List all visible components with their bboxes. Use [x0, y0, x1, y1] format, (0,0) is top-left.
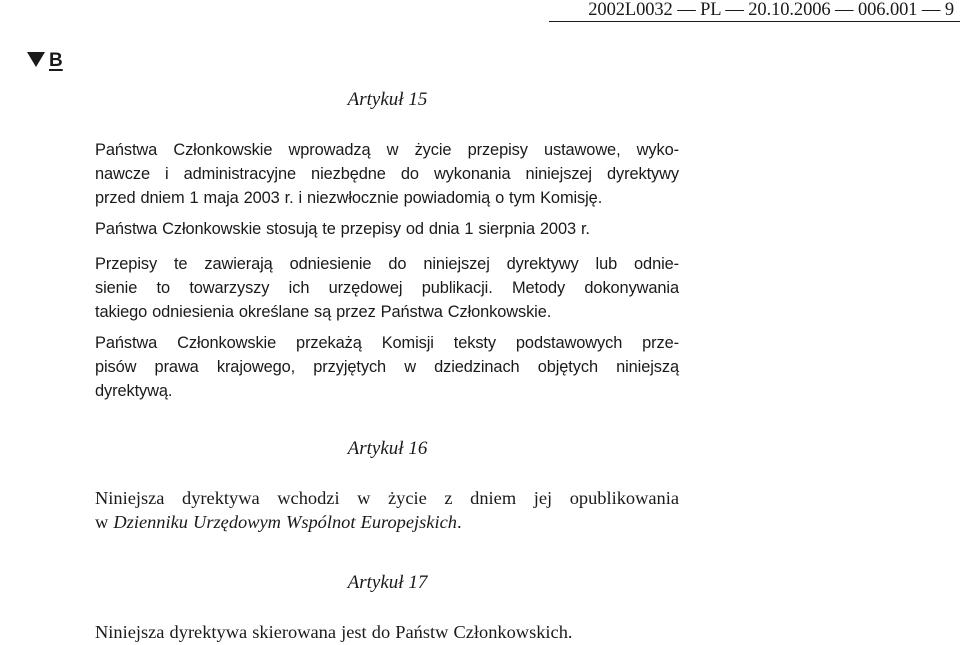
article-16-title: Artykuł 16	[347, 438, 428, 459]
article-16-paragraph	[95, 486, 679, 534]
article-17-title: Artykuł 17	[347, 572, 428, 593]
article-17-paragraph	[95, 620, 679, 644]
text-line: Państwa Członkowskie stosują te przepisy od dnia 1 sierpnia 2003 r.	[95, 220, 590, 238]
article-15-paragraph-4	[95, 331, 679, 403]
text-fragment: .	[456, 512, 462, 532]
text-line: takiego odniesienia określane są przez Państwa Członkowskie.	[95, 303, 552, 321]
amendment-marker	[27, 50, 63, 72]
marker-letter: B	[49, 50, 63, 71]
running-header: 2002L0032 — PL — 20.10.2006 — 006.001 — 9	[588, 0, 954, 20]
article-15-title: Artykuł 15	[347, 89, 428, 110]
text-line: Niniejsza dyrektywa wchodzi w życie z dniem jej opublikowania	[95, 488, 679, 508]
header-rule	[549, 21, 960, 22]
text-line: dyrektywą.	[95, 382, 173, 400]
triangle-down-icon	[27, 52, 45, 67]
article-15-paragraph-3	[95, 252, 679, 324]
article-15-paragraph-2	[95, 217, 679, 241]
text-line: nawcze i administracyjne niezbędne do wykonania niniejszej dyrektywy	[95, 165, 679, 183]
article-15-paragraph-1	[95, 138, 679, 210]
text-line: sienie to towarzyszy ich urzędowej publikacji. Metody dokonywania	[95, 279, 679, 297]
text-line	[95, 510, 679, 534]
text-line: Przepisy te zawierają odniesienie do niniejszej dyrektywy lub odnie-	[95, 255, 679, 273]
text-line: przed dniem 1 maja 2003 r. i niezwłocznie powiadomią o tym Komisję.	[95, 189, 603, 207]
text-line: Niniejsza dyrektywa skierowana jest do Państw Członkowskich.	[95, 622, 573, 642]
text-line: Państwa Członkowskie przekażą Komisji teksty podstawowych prze-	[95, 334, 679, 352]
text-line: pisów prawa krajowego, przyjętych w dziedzinach objętych niniejszą	[95, 358, 679, 376]
text-fragment: w	[95, 512, 114, 532]
journal-title: Dzienniku Urzędowym Wspólnot Europejskich	[113, 512, 457, 532]
text-line: Państwa Członkowskie wprowadzą w życie przepisy ustawowe, wyko-	[95, 141, 679, 159]
